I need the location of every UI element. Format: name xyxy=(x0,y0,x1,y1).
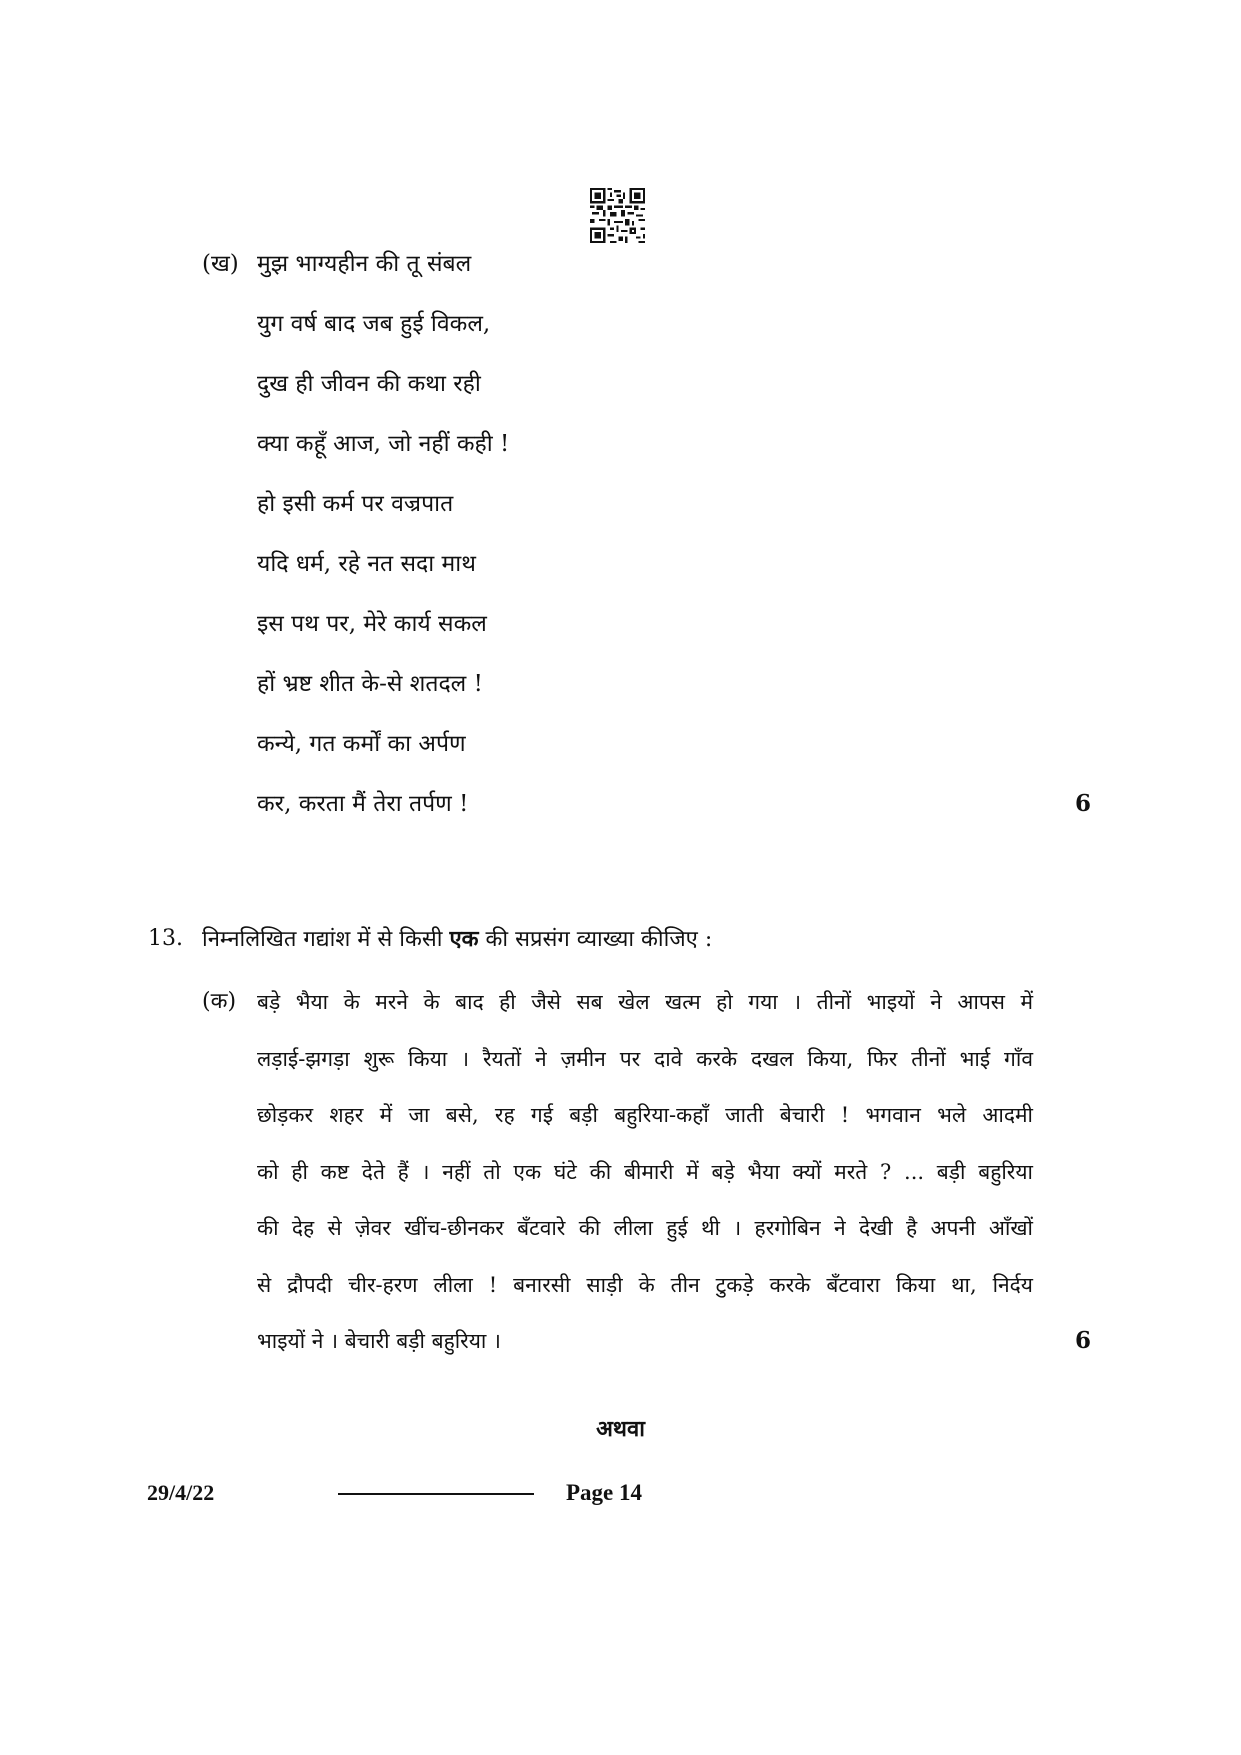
passage-line: बड़े भैया के मरने के बाद ही जैसे सब खेल खत्म हो गया । तीनों भाइयों ने आपस में xyxy=(257,990,1033,1014)
passage-line: लड़ाई-झगड़ा शुरू किया । रैयतों ने ज़मीन पर दावे करके दखल किया, फिर तीनों भाई गाँव xyxy=(257,1046,1033,1071)
passage-line: भाइयों ने । बेचारी बड़ी बहुरिया । xyxy=(257,1329,502,1353)
poem-line: हों भ्रष्ट शीत के-से शतदल ! xyxy=(257,671,483,697)
page-number: Page 14 xyxy=(566,1480,643,1505)
footer-divider xyxy=(338,1493,534,1495)
passage-marks: 6 xyxy=(1074,1327,1091,1354)
poem-line: मुझ भाग्यहीन की तू संबल xyxy=(257,251,472,277)
poem-line: हो इसी कर्म पर वज्रपात xyxy=(257,491,454,517)
passage-line: से द्रौपदी चीर-हरण लीला ! बनारसी साड़ी के तीन टुकड़े करके बँटवारा किया था, निर्दय xyxy=(257,1272,1033,1297)
poem-marks: 6 xyxy=(1074,790,1091,817)
poem-line: क्या कहूँ आज, जो नहीं कही ! xyxy=(257,431,510,457)
poem-line: कन्ये, गत कर्मों का अर्पण xyxy=(257,731,466,757)
poem-line: दुख ही जीवन की कथा रही xyxy=(257,371,481,397)
question-instruction-start: निम्नलिखित गद्यांश में से किसी xyxy=(202,927,450,952)
poem-line: कर, करता मैं तेरा तर्पण ! xyxy=(257,791,469,817)
poem-line: यदि धर्म, रहे नत सदा माथ xyxy=(257,551,476,577)
poem-line: इस पथ पर, मेरे कार्य सकल xyxy=(257,611,487,637)
passage-line: को ही कष्ट देते हैं । नहीं तो एक घंटे की बीमारी में बड़े भैया क्यों मरते ? ... बड़ी बहुरिया xyxy=(257,1159,1033,1184)
poem-option-label: (ख) xyxy=(202,251,239,277)
question-instruction-emphasis: एक xyxy=(449,926,479,952)
passage-option-label: (क) xyxy=(202,989,237,1014)
question-number: 13. xyxy=(148,926,183,951)
poem-stanza xyxy=(257,247,509,847)
poem-line: युग वर्ष बाद जब हुई विकल, xyxy=(257,311,491,337)
passage-line: छोड़कर शहर में जा बसे, रह गई बड़ी बहुरिया-कहाँ जाती बेचारी ! भगवान भले आदमी xyxy=(257,1103,1033,1127)
prose-passage xyxy=(257,985,1033,1381)
paper-code: 29/4/22 xyxy=(147,1480,215,1505)
qr-code-icon xyxy=(590,188,645,243)
question-instruction-end: की सप्रसंग व्याख्या कीजिए : xyxy=(478,927,713,952)
or-separator: अथवा xyxy=(596,1416,645,1442)
passage-line: की देह से ज़ेवर खींच-छीनकर बँटवारे की लीला हुई थी । हरगोबिन ने देखी है अपनी आँखों xyxy=(257,1216,1033,1240)
question-instruction xyxy=(202,922,712,957)
